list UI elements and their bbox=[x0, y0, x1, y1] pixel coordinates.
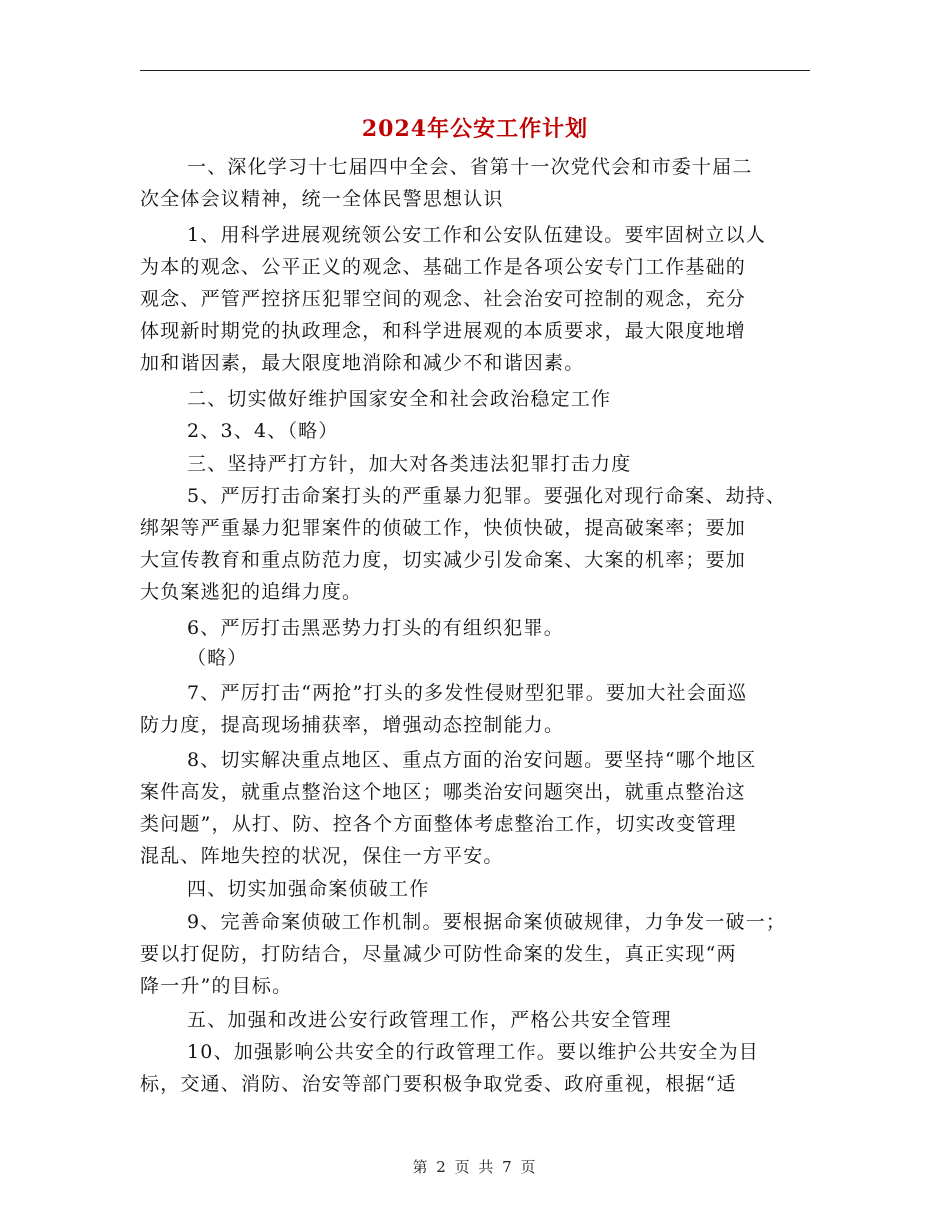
text-line: 混乱、阵地失控的状况，保住一方平安。 bbox=[140, 845, 504, 867]
page-footer: 第 2 页 共 7 页 bbox=[412, 1158, 538, 1176]
text-line: 6、严厉打击黑恶势力打头的有组织犯罪。 bbox=[187, 617, 564, 639]
text-line: 要以打促防，打防结合，尽量减少可防性命案的发生，真正实现“两 bbox=[140, 943, 737, 965]
text-line: 大负案逃犯的追缉力度。 bbox=[140, 581, 363, 603]
text-line: （略） bbox=[187, 647, 248, 669]
text-line: 2、3、4、（略） bbox=[187, 420, 339, 442]
text-line: 一、深化学习十七届四中全会、省第十一次党代会和市委十届二 bbox=[187, 156, 753, 178]
text-line: 10、加强影响公共安全的行政管理工作。要以维护公共安全为目 bbox=[187, 1041, 759, 1063]
text-line: 5、严厉打击命案打头的严重暴力犯罪。要强化对现行命案、劫持、 bbox=[187, 485, 787, 507]
text-line: 观念、严管严控挤压犯罪空间的观念、社会治安可控制的观念，充分 bbox=[140, 288, 747, 310]
text-line: 体现新时期党的执政理念，和科学进展观的本质要求，最大限度地增 bbox=[140, 320, 747, 342]
text-line: 加和谐因素，最大限度地消除和减少不和谐因素。 bbox=[140, 352, 585, 374]
text-line: 为本的观念、公平正义的观念、基础工作是各项公安专门工作基础的 bbox=[140, 256, 747, 278]
text-line: 三、坚持严打方针，加大对各类违法犯罪打击力度 bbox=[187, 453, 632, 475]
text-line: 7、严厉打击“两抢”打头的多发性侵财型犯罪。要加大社会面巡 bbox=[187, 682, 748, 704]
text-line: 标，交通、消防、治安等部门要积极争取党委、政府重视，根据“适 bbox=[140, 1073, 737, 1095]
text-line: 次全体会议精神，统一全体民警思想认识 bbox=[140, 188, 504, 210]
text-line: 9、完善命案侦破工作机制。要根据命案侦破规律，力争发一破一； bbox=[187, 911, 787, 933]
text-line: 降一升”的目标。 bbox=[140, 975, 293, 997]
text-line: 8、切实解决重点地区、重点方面的治安问题。要坚持“哪个地区 bbox=[187, 749, 757, 771]
text-line: 案件高发，就重点整治这个地区；哪类治安问题突出，就重点整治这 bbox=[140, 781, 747, 803]
header-rule bbox=[140, 70, 810, 71]
text-line: 五、加强和改进公安行政管理工作，严格公共安全管理 bbox=[187, 1009, 672, 1031]
text-line: 绑架等严重暴力犯罪案件的侦破工作，快侦快破，提高破案率；要加 bbox=[140, 517, 747, 539]
text-line: 1、用科学进展观统领公安工作和公安队伍建设。要牢固树立以人 bbox=[187, 224, 766, 246]
text-line: 类问题”，从打、防、控各个方面整体考虑整治工作，切实改变管理 bbox=[140, 813, 737, 835]
text-line: 大宣传教育和重点防范力度，切实减少引发命案、大案的机率；要加 bbox=[140, 549, 747, 571]
text-line: 四、切实加强命案侦破工作 bbox=[187, 878, 430, 900]
text-line: 防力度，提高现场捕获率，增强动态控制能力。 bbox=[140, 714, 565, 736]
page-title: 2024年公安工作计划 bbox=[361, 116, 589, 142]
text-line: 二、切实做好维护国家安全和社会政治稳定工作 bbox=[187, 388, 612, 410]
